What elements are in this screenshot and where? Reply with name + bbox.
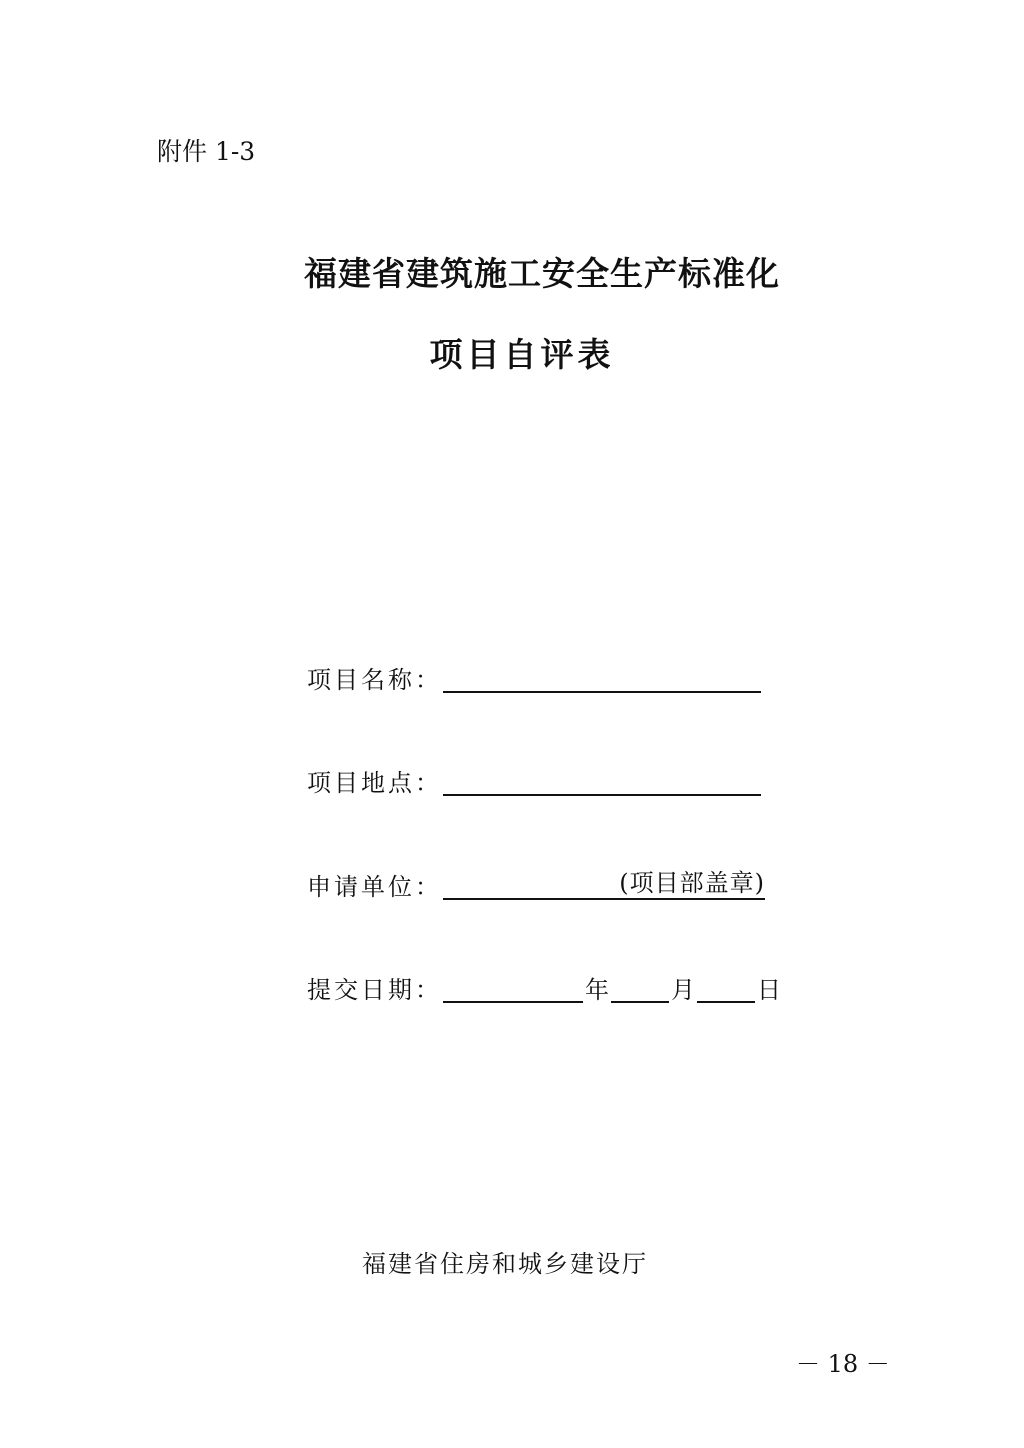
project-location-field[interactable]: [443, 766, 761, 796]
project-name-label: 项目名称：: [307, 666, 442, 694]
year-unit: 年: [585, 976, 609, 1004]
page-number: － 18 －: [796, 1350, 890, 1378]
submit-month-field[interactable]: [611, 973, 669, 1003]
applicant-label: 申请单位：: [307, 873, 442, 901]
day-unit: 日: [757, 976, 781, 1004]
project-name-field[interactable]: [443, 663, 761, 693]
applicant-row: [307, 862, 765, 902]
project-name-row: [307, 655, 761, 695]
issuer-name: 福建省住房和城乡建设厅: [362, 1250, 648, 1278]
submit-year-field[interactable]: [443, 973, 583, 1003]
document-title-line2: 项目自评表: [429, 335, 615, 374]
project-location-label: 项目地点：: [307, 769, 442, 797]
submit-day-field[interactable]: [697, 973, 755, 1003]
attachment-label: 附件 1-3: [157, 137, 256, 166]
applicant-seal-note: (项目部盖章): [619, 869, 765, 897]
submit-date-label: 提交日期：: [307, 976, 442, 1004]
document-title-line1: 福建省建筑施工安全生产标准化: [304, 254, 780, 293]
month-unit: 月: [671, 976, 695, 1004]
submit-date-row: [307, 965, 783, 1005]
applicant-field[interactable]: [443, 870, 765, 900]
project-location-row: [307, 758, 761, 798]
